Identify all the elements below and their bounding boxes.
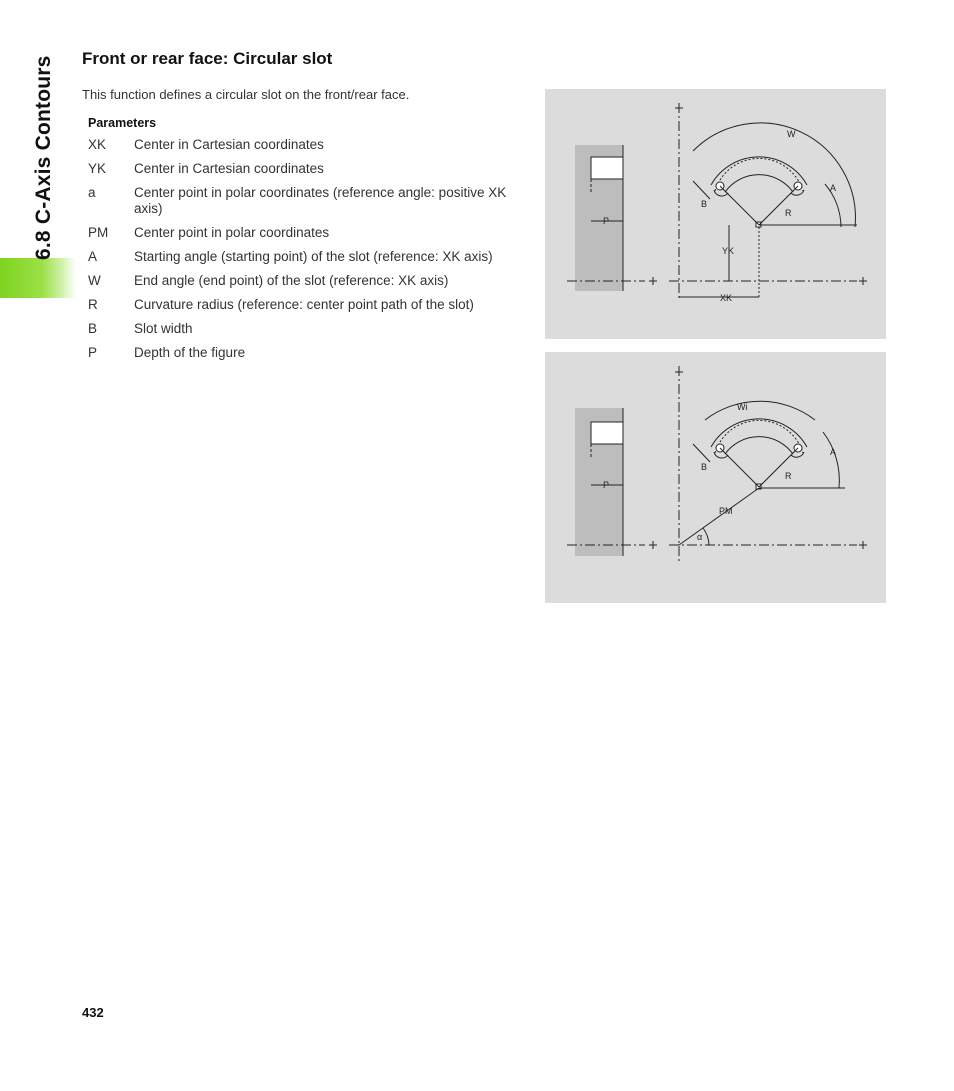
parameter-row bbox=[88, 161, 528, 185]
label-alpha: α bbox=[697, 532, 703, 542]
figure-cartesian-drawing bbox=[545, 89, 886, 339]
label-yk: YK bbox=[722, 246, 735, 256]
parameter-row bbox=[88, 273, 528, 297]
chapter-side-title: 6.8 C-Axis Contours bbox=[32, 56, 55, 261]
parameter-code: W bbox=[88, 273, 101, 288]
parameter-description: Curvature radius (reference: center point path of the slot) bbox=[134, 297, 474, 312]
page-number: 432 bbox=[82, 1005, 104, 1020]
label-r: R bbox=[785, 471, 792, 481]
parameter-row bbox=[88, 345, 528, 369]
parameters-title: Parameters bbox=[88, 116, 157, 130]
label-b: B bbox=[701, 462, 708, 472]
section-heading: Front or rear face: Circular slot bbox=[82, 49, 333, 68]
parameter-table bbox=[88, 137, 528, 369]
parameter-description: End angle (end point) of the slot (reference: XK axis) bbox=[134, 273, 449, 288]
label-a: A bbox=[830, 183, 837, 193]
label-p: P bbox=[603, 480, 610, 490]
label-wi: Wi bbox=[737, 402, 748, 412]
label-b: B bbox=[701, 199, 708, 209]
parameter-row bbox=[88, 137, 528, 161]
parameter-description: Center point in polar coordinates (reference angle: positive XK axis) bbox=[134, 185, 507, 216]
parameter-code: XK bbox=[88, 137, 107, 152]
label-a: A bbox=[830, 447, 837, 457]
label-pm: PM bbox=[719, 506, 733, 516]
parameter-description: Slot width bbox=[134, 321, 193, 336]
parameter-row bbox=[88, 297, 528, 321]
figure-polar-slot bbox=[545, 352, 886, 603]
parameter-code: A bbox=[88, 249, 98, 264]
parameter-row bbox=[88, 249, 528, 273]
parameter-code: a bbox=[88, 185, 96, 200]
label-w: W bbox=[787, 129, 796, 139]
parameter-row bbox=[88, 321, 528, 345]
label-p: P bbox=[603, 216, 610, 226]
parameter-row bbox=[88, 185, 528, 225]
parameter-description: Depth of the figure bbox=[134, 345, 246, 360]
parameter-description: Starting angle (starting point) of the slot (reference: XK axis) bbox=[134, 249, 493, 264]
label-xk: XK bbox=[720, 293, 733, 303]
parameter-code: P bbox=[88, 345, 98, 360]
intro-text: This function defines a circular slot on the front/rear face. bbox=[82, 87, 410, 102]
parameter-code: PM bbox=[88, 225, 109, 240]
label-r: R bbox=[785, 208, 792, 218]
parameter-description: Center in Cartesian coordinates bbox=[134, 161, 324, 176]
figure-cartesian-slot bbox=[545, 89, 886, 339]
figure-polar-drawing bbox=[545, 352, 886, 603]
parameter-row bbox=[88, 225, 528, 249]
parameter-code: B bbox=[88, 321, 98, 336]
parameter-code: YK bbox=[88, 161, 107, 176]
parameter-description: Center point in polar coordinates bbox=[134, 225, 330, 240]
parameter-description: Center in Cartesian coordinates bbox=[134, 137, 324, 152]
parameter-code: R bbox=[88, 297, 98, 312]
